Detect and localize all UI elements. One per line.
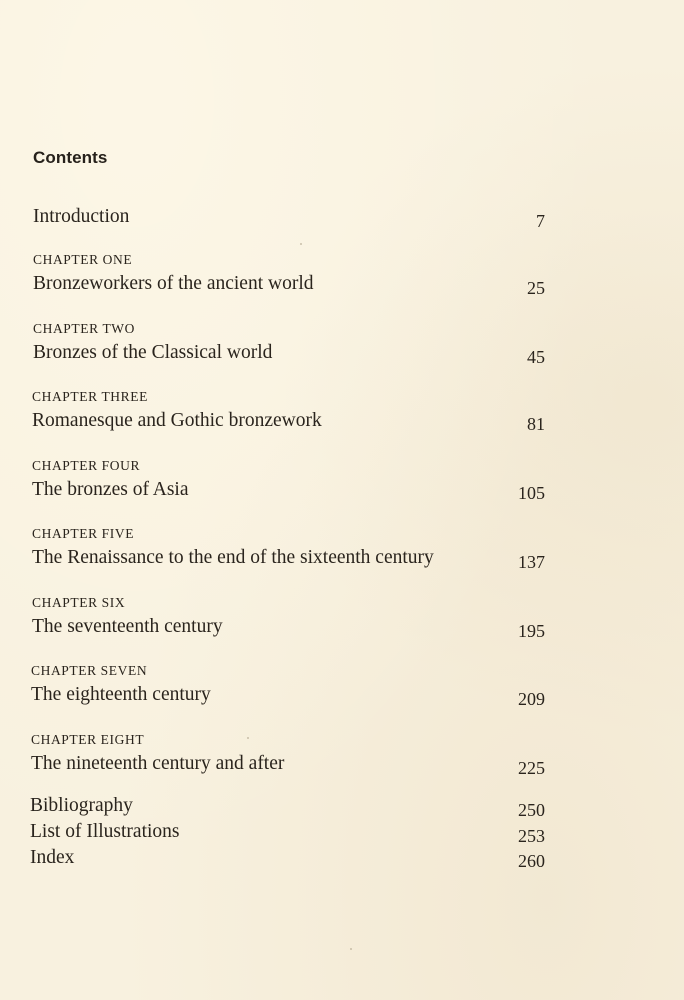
chapter-page-number: 81 <box>527 414 545 434</box>
toc-entry-bibliography-page: 250 <box>518 800 545 820</box>
chapter-page-number: 137 <box>518 552 545 572</box>
chapter-title[interactable]: The seventeenth century <box>32 616 223 637</box>
toc-entry-list-of-illustrations-title[interactable]: List of Illustrations <box>30 821 180 842</box>
chapter-page-number: 45 <box>527 347 545 367</box>
chapter-title[interactable]: Romanesque and Gothic bronzework <box>32 410 322 431</box>
chapter-title[interactable]: Bronzes of the Classical world <box>33 342 273 363</box>
toc-entry-introduction-page: 7 <box>536 211 545 231</box>
chapter-page-number: 209 <box>518 689 545 709</box>
chapter-title[interactable]: Bronzeworkers of the ancient world <box>33 273 314 294</box>
chapter-title[interactable]: The Renaissance to the end of the sixteenth century <box>32 547 434 568</box>
toc-entry-bibliography-title[interactable]: Bibliography <box>30 795 133 816</box>
page-title: Contents <box>33 148 108 167</box>
toc-entry-list-of-illustrations-page: 253 <box>518 826 545 846</box>
chapter-page-number: 25 <box>527 278 545 298</box>
chapter-page-number: 105 <box>518 483 545 503</box>
chapter-label: CHAPTER ONE <box>33 252 133 267</box>
chapter-label: CHAPTER THREE <box>32 389 148 404</box>
chapter-label: CHAPTER TWO <box>33 321 135 336</box>
chapter-label: CHAPTER FIVE <box>32 526 135 541</box>
paper-speck <box>350 948 352 950</box>
chapter-label: CHAPTER FOUR <box>32 458 141 473</box>
chapter-page-number: 195 <box>518 621 545 641</box>
paper-speck <box>300 243 302 245</box>
chapter-title[interactable]: The eighteenth century <box>31 684 211 705</box>
chapter-label: CHAPTER EIGHT <box>31 732 145 747</box>
paper-speck <box>247 737 249 739</box>
chapter-label: CHAPTER SIX <box>32 595 126 610</box>
chapter-title[interactable]: The bronzes of Asia <box>32 479 189 500</box>
chapter-title[interactable]: The nineteenth century and after <box>31 753 285 774</box>
toc-entry-index-title[interactable]: Index <box>30 847 75 868</box>
toc-entry-introduction-title[interactable]: Introduction <box>33 206 130 227</box>
chapter-page-number: 225 <box>518 758 545 778</box>
toc-entry-index-page: 260 <box>518 851 545 871</box>
chapter-label: CHAPTER SEVEN <box>31 663 148 678</box>
